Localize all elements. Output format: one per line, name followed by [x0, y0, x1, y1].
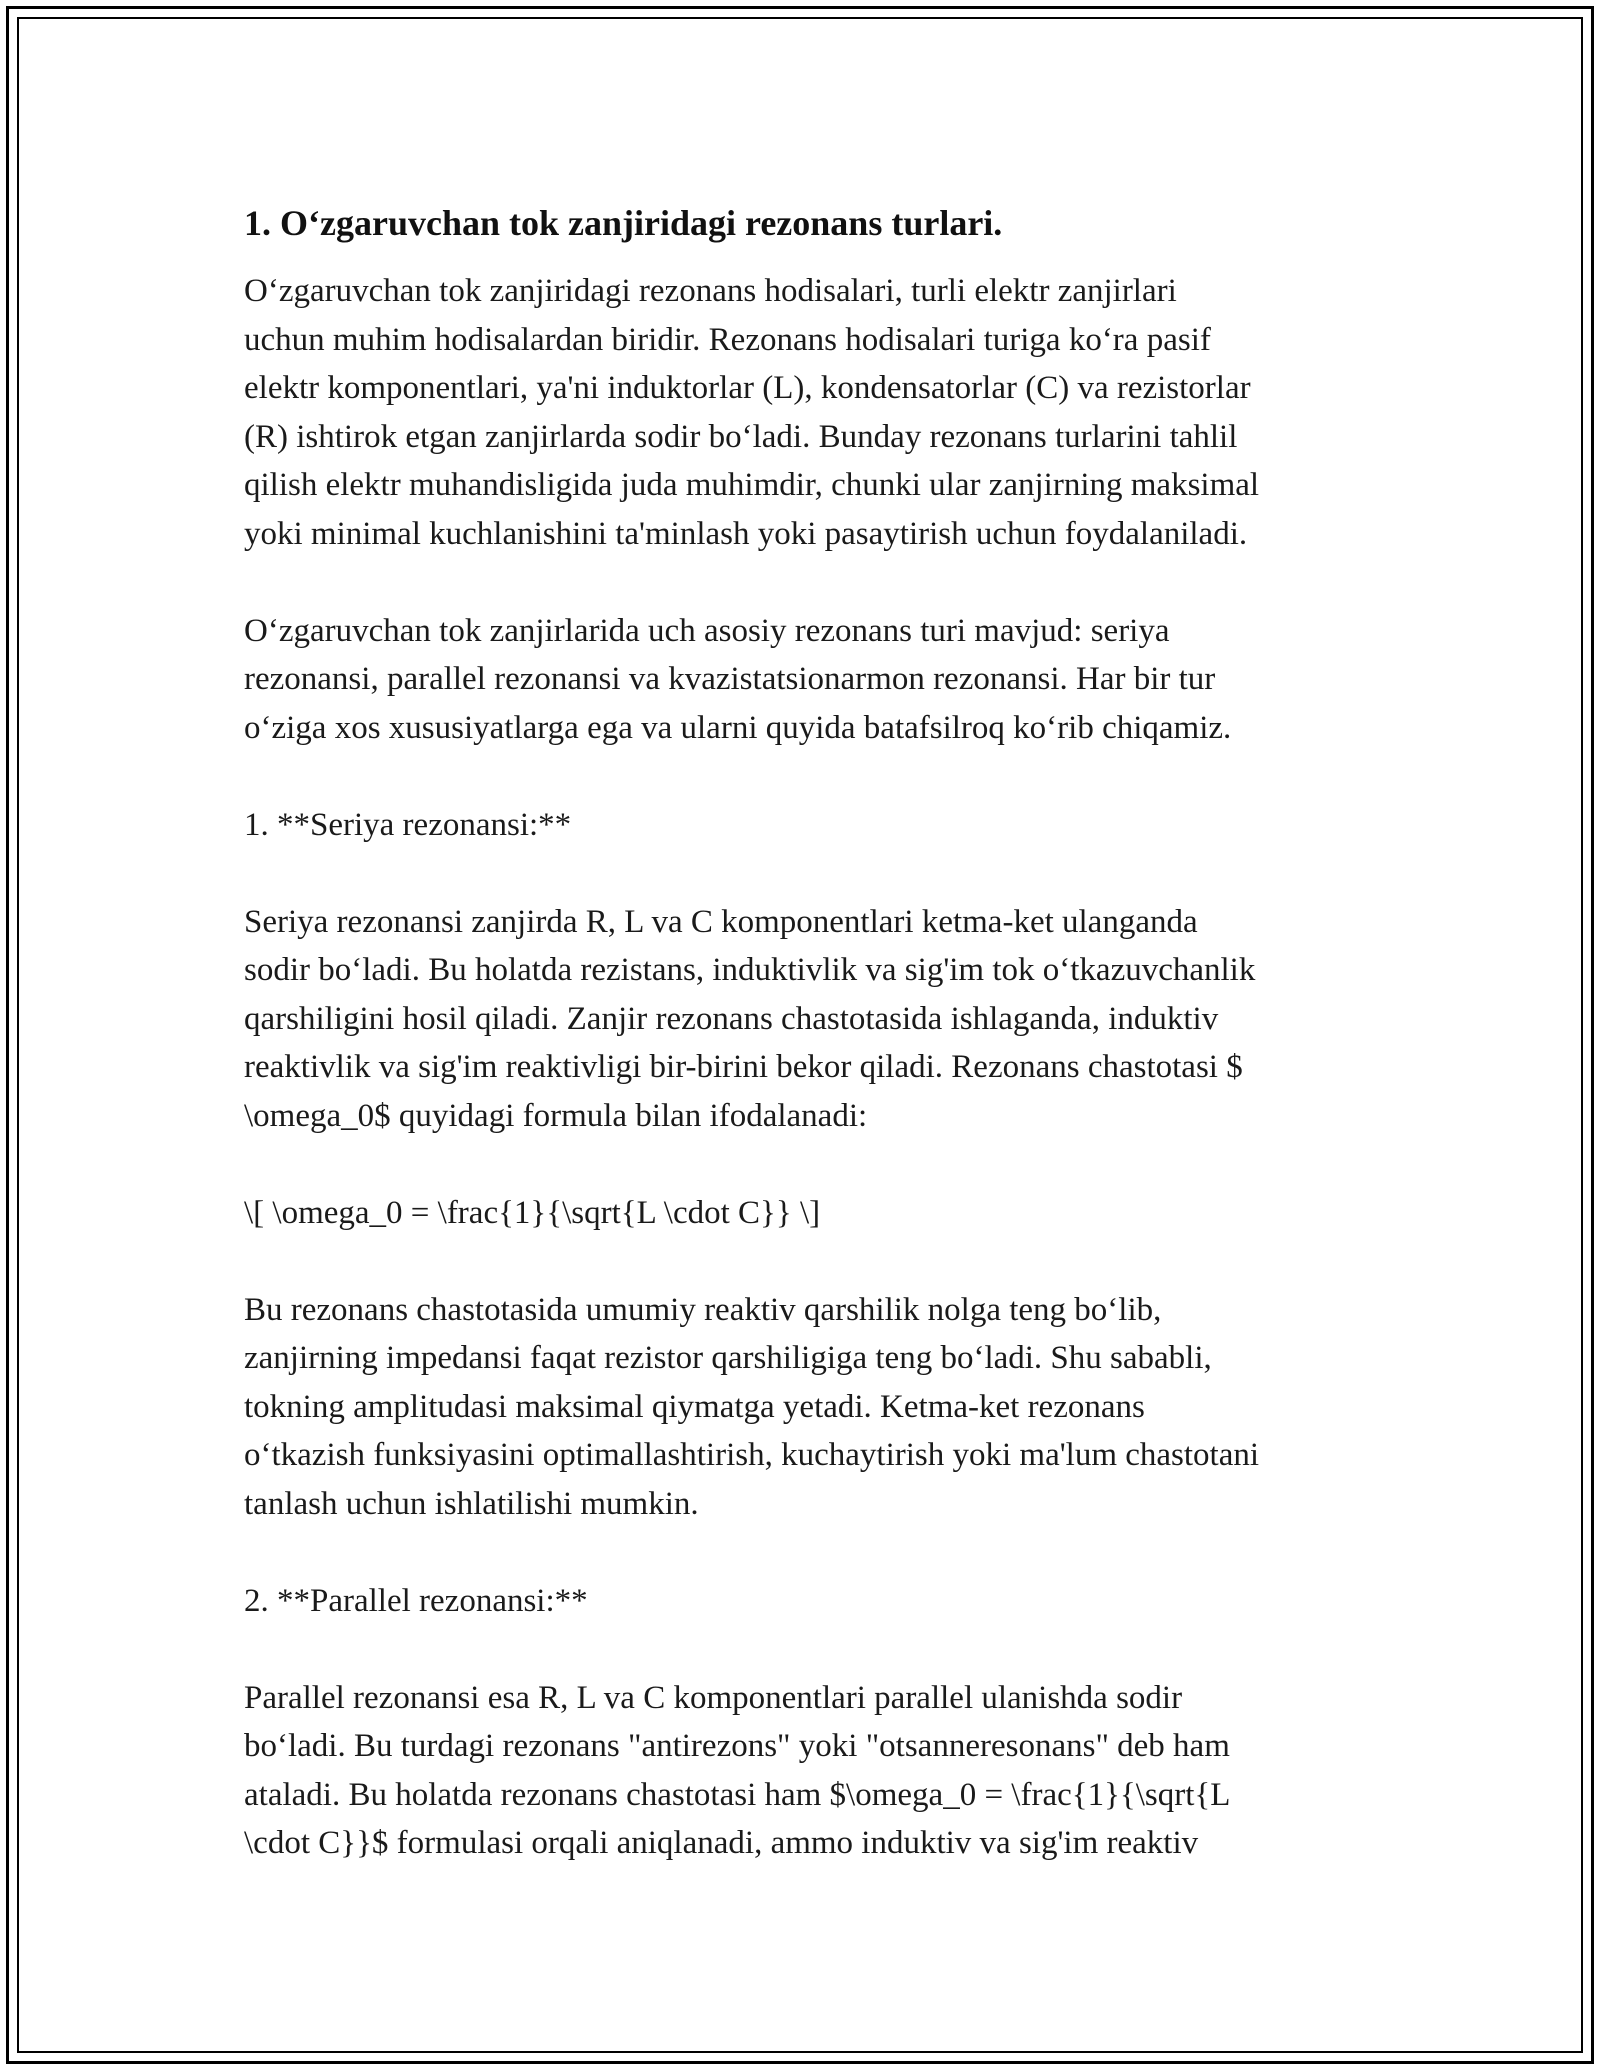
paragraph-series-resonance: Seriya rezonansi zanjirda R, L va C komponentlari ketma-ket ulanganda sodir bo‘ladi. Bu holatda rezistans, induktivlik va sig'im tok o‘tkazuvchanlik qarshiligini hosil qiladi. Zanjir rezonans chastotasida ishlaganda, induktiv reaktivlik va sig'im reaktivligi bir-birini bekor qiladi. Rezonans chastotasi $ \omega_0$ quyidagi formula bilan ifodalanadi: [244, 903, 1256, 1134]
paragraph-series-resonance-effects: Bu rezonans chastotasida umumiy reaktiv qarshilik nolga teng bo‘lib, zanjirning impedansi faqat rezistor qarshiligiga teng bo‘ladi. Shu sababli, tokning amplitudasi maksimal qiymatga yetadi. Ketma-ket rezonans o‘tkazish funksiyasini optimallashtirish, kuchaytirish yoki ma'lum chastotani tanlash uchun ishlatilishi mumkin. [244, 1291, 1260, 1522]
heading-series-resonance: 1. **Seriya rezonansi:** [244, 806, 572, 843]
paragraph-intro: O‘zgaruvchan tok zanjiridagi rezonans hodisalari, turli elektr zanjirlari uchun muhim hodisalardan biridir. Rezonans hodisalari turiga ko‘ra pasif elektr komponentlari, ya'ni induktorlar (L), kondensatorlar (C) va rezistorlar (R) ishtirok etgan zanjirlarda sodir bo‘ladi. Bunday rezonans turlarini tahlil qilish elektr muhandisligida juda muhimdir, chunki ular zanjirning maksimal yoki minimal kuchlanishini ta'minlash yoki pasaytirish uchun foydalaniladi. [244, 273, 1260, 552]
heading-parallel-resonance: 2. **Parallel rezonansi:** [244, 1582, 588, 1619]
document-page [6, 6, 1594, 2064]
document-title: 1. O‘zgaruvchan tok zanjiridagi rezonans turlari. [244, 203, 1003, 243]
formula-resonance-frequency: \[ \omega_0 = \frac{1}{\sqrt{L \cdot C}} \] [244, 1194, 821, 1231]
document-body [244, 199, 1394, 1916]
paragraph-parallel-resonance: Parallel rezonansi esa R, L va C komponentlari parallel ulanishda sodir bo‘ladi. Bu turdagi rezonans "antirezons" yoki "otsanneresonans" deb ham ataladi. Bu holatda rezonans chastotasi ham $\omega_0 = \frac{1}{\sqrt{L \cdot C}}$ formulasi orqali aniqlanadi, ammo induktiv va sig'im reaktiv [244, 1679, 1231, 1861]
paragraph-types-overview: O‘zgaruvchan tok zanjirlarida uch asosiy rezonans turi mavjud: seriya rezonansi, parallel rezonansi va kvazistatsionarmon rezonansi. Har bir tur o‘ziga xos xususiyatlarga ega va ularni quyida batafsilroq ko‘rib chiqamiz. [244, 612, 1232, 746]
